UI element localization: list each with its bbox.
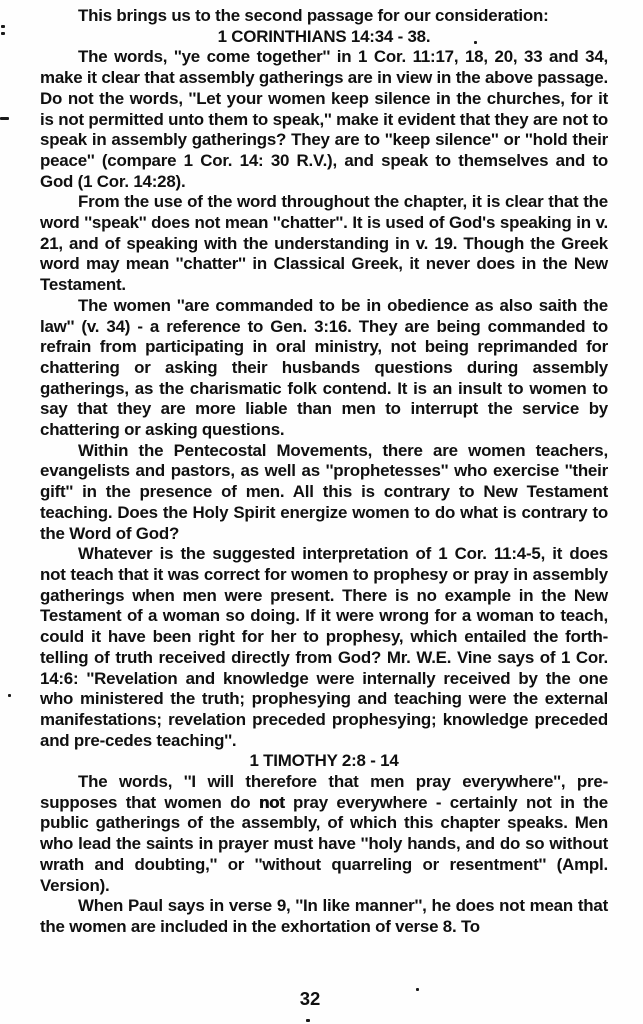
paragraph-word-speak: From the use of the word throughout the chapter, it is clear that the word ''speak'' does not mean ''chatter''. It is used of God's speaking in v. 21, and of speaking with the understanding in v. 19. Though the Greek word may mean ''chatter'' in Classical Greek, it never does in the New Testament.	[40, 192, 608, 295]
intro-line: This brings us to the second passage for our consideration:	[78, 6, 549, 25]
paragraph-text: The words, ''I will therefore that men pray everywhere'', pre-supposes that women do	[40, 772, 608, 812]
scan-artifact	[1, 25, 5, 28]
scan-artifact	[8, 694, 11, 697]
heading-1-corinthians: 1 CORINTHIANS 14:34 - 38.	[217, 26, 431, 46]
paragraph-women-commanded: The women ''are commanded to be in obedience as also saith the law'' (v. 34) - a reference to Gen. 3:16. They are being commanded to refrain from participating in oral ministry, not being reprimanded for chattering or asking their husbands questions during assembly gatherings, as the charismatic folk contend. It is an insult to women to say that they are more liable than men to interrupt the service by chattering or asking questions.	[40, 295, 608, 440]
heading-1-timothy: 1 TIMOTHY 2:8 - 14	[249, 751, 399, 771]
page-text-area	[40, 6, 608, 938]
scan-artifact	[0, 117, 9, 120]
paragraph-men-pray-everywhere	[40, 772, 608, 896]
paragraph-when-paul-says: When Paul says in verse 9, ''In like manner'', he does not mean that the women are included in the exhortation of verse 8. To	[40, 896, 608, 936]
scan-artifact	[1, 32, 5, 35]
paragraph-whatever-interpretation: Whatever is the suggested interpretation of 1 Cor. 11:4-5, it does not teach that it was correct for women to prophesy or pray in assembly gatherings when men were present. There is no example in the New Testament of a woman so doing. If it were wrong for a woman to teach, could it have been right for her to prophesy, which entailed the forth-telling of truth received directly from God? Mr. W.E. Vine says of 1 Cor. 14:6: ''Revelation and knowledge were internally received by the one who ministered the truth; prophesying and teaching were the external manifestations; revelation preceded prophesying; knowledge preceded and pre-cedes teaching''.	[40, 544, 608, 750]
paragraph-text: pray everywhere - certainly not in the public gatherings of the assembly, of which this chapter speaks. Men who lead the saints in prayer must have ''holy hands, and do so without wrath and doubting,'' or ''without quarreling or resentment'' (Ampl. Version).	[40, 792, 608, 895]
scan-artifact	[306, 1019, 310, 1022]
paragraph-pentecostal-movements: Within the Pentecostal Movements, there are women teachers, evangelists and pastors, as well as ''prophetesses'' who exercise ''their gift'' in the presence of men. All this is contrary to New Testament teaching. Does the Holy Spirit energize women to do what is contrary to the Word of God?	[40, 440, 608, 543]
page-number: 32	[299, 988, 321, 1009]
emphasized-word-not: not	[258, 792, 285, 812]
paragraph-ye-come-together: The words, ''ye come together'' in 1 Cor. 11:17, 18, 20, 33 and 34, make it clear that assembly gatherings are in view in the above passage. Do not the words, ''Let your women keep silence in the churches, for it is not permitted unto them to speak,'' make it evident that they are not to speak in assembly gatherings? They are to ''keep silence'' or ''hold their peace'' (compare 1 Cor. 14: 30 R.V.), and speak to themselves and to God (1 Cor. 14:28).	[40, 47, 608, 191]
